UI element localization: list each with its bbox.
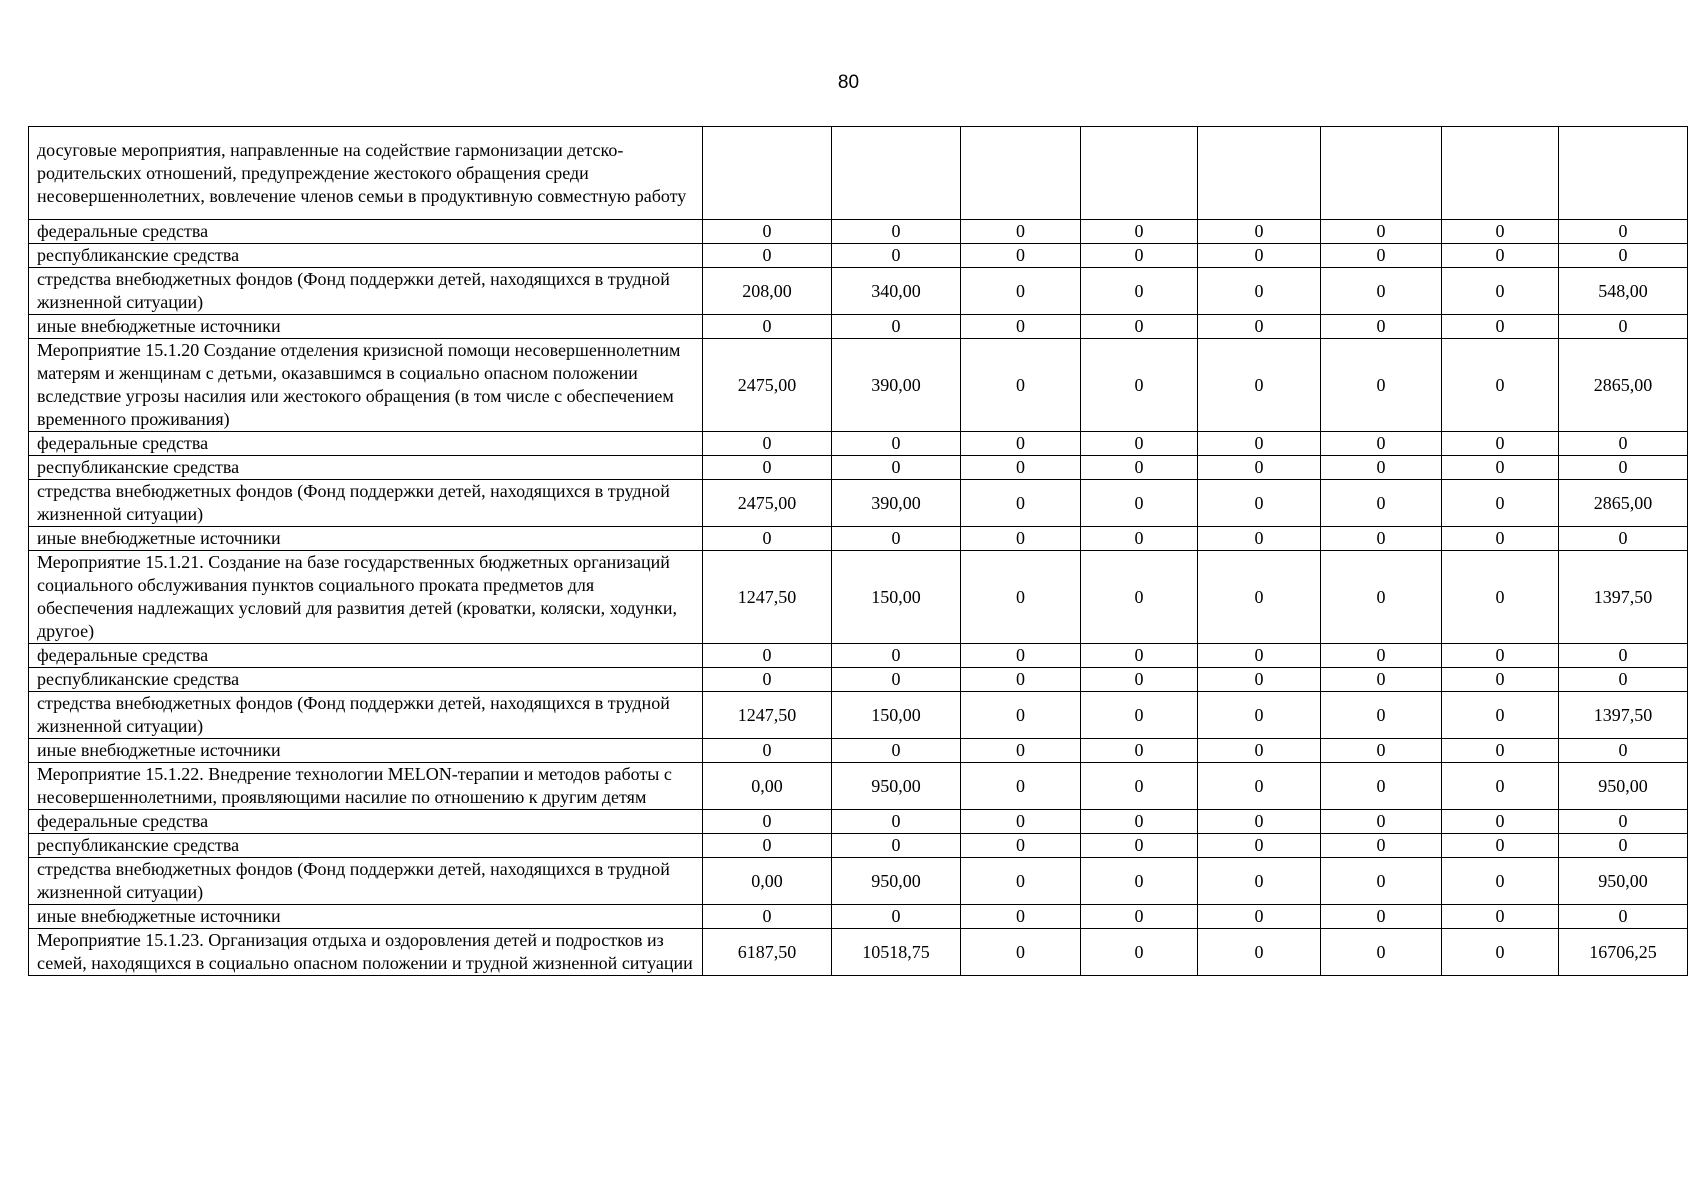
- budget-table-body: [29, 127, 1688, 976]
- table-row: [29, 739, 1688, 763]
- value-cell: 548,00: [1559, 268, 1688, 315]
- row-label: федеральные средства: [29, 644, 703, 668]
- value-cell: 0: [1198, 739, 1321, 763]
- value-cell: 0: [1198, 315, 1321, 339]
- value-cell: 0: [961, 315, 1081, 339]
- value-cell: 0: [1081, 432, 1198, 456]
- value-cell: 2865,00: [1559, 339, 1688, 432]
- value-cell: 0: [1559, 220, 1688, 244]
- value-cell: 0: [1559, 527, 1688, 551]
- value-cell: 0: [961, 220, 1081, 244]
- row-label: Мероприятие 15.1.21. Создание на базе государственных бюджетных организаций социального обслуживания пунктов социального проката предметов для обеспечения надлежащих условий для развития детей (кроватки, коляски, ходунки, другое): [29, 551, 703, 644]
- row-label: стредства внебюджетных фондов (Фонд поддержки детей, находящихся в трудной жизненной ситуации): [29, 858, 703, 905]
- value-cell: 1397,50: [1559, 692, 1688, 739]
- row-label: республиканские средства: [29, 244, 703, 268]
- table-row: [29, 834, 1688, 858]
- value-cell: 950,00: [1559, 763, 1688, 810]
- value-cell: 0: [1321, 315, 1442, 339]
- value-cell: [1442, 127, 1559, 220]
- value-cell: 0: [1442, 432, 1559, 456]
- value-cell: 390,00: [832, 339, 961, 432]
- value-cell: 0: [1198, 929, 1321, 976]
- value-cell: 0: [1081, 834, 1198, 858]
- row-label: федеральные средства: [29, 432, 703, 456]
- value-cell: 0: [703, 220, 832, 244]
- row-label: Мероприятие 15.1.22. Внедрение технологии MELON-терапии и методов работы с несовершеннолетними, проявляющими насилие по отношению к другим детям: [29, 763, 703, 810]
- value-cell: 0: [1321, 668, 1442, 692]
- value-cell: 0: [1442, 339, 1559, 432]
- value-cell: 0: [1081, 905, 1198, 929]
- value-cell: 0: [961, 692, 1081, 739]
- value-cell: 0: [703, 527, 832, 551]
- table-row: [29, 644, 1688, 668]
- row-label: стредства внебюджетных фондов (Фонд поддержки детей, находящихся в трудной жизненной ситуации): [29, 480, 703, 527]
- value-cell: 0: [832, 527, 961, 551]
- row-label: республиканские средства: [29, 456, 703, 480]
- value-cell: 0: [1321, 268, 1442, 315]
- value-cell: 0: [1442, 244, 1559, 268]
- value-cell: 0: [961, 739, 1081, 763]
- value-cell: 0: [961, 834, 1081, 858]
- value-cell: 0: [832, 315, 961, 339]
- row-label: республиканские средства: [29, 668, 703, 692]
- value-cell: 0: [961, 551, 1081, 644]
- value-cell: 0: [703, 810, 832, 834]
- value-cell: 0: [1321, 480, 1442, 527]
- value-cell: 0: [1321, 432, 1442, 456]
- table-row: [29, 810, 1688, 834]
- table-row: [29, 432, 1688, 456]
- value-cell: [703, 127, 832, 220]
- table-row: [29, 527, 1688, 551]
- table-row: [29, 127, 1688, 220]
- value-cell: 0: [1321, 739, 1442, 763]
- value-cell: 0: [1321, 644, 1442, 668]
- value-cell: 0: [1198, 763, 1321, 810]
- value-cell: 150,00: [832, 551, 961, 644]
- value-cell: 0: [1081, 763, 1198, 810]
- table-row: [29, 339, 1688, 432]
- value-cell: 0: [1442, 220, 1559, 244]
- table-row: [29, 763, 1688, 810]
- value-cell: 0: [1081, 315, 1198, 339]
- value-cell: 0: [1559, 834, 1688, 858]
- value-cell: 0: [1081, 527, 1198, 551]
- value-cell: 0: [961, 644, 1081, 668]
- table-row: [29, 929, 1688, 976]
- page-number: 80: [837, 72, 860, 93]
- value-cell: 0: [1442, 668, 1559, 692]
- value-cell: 0: [1442, 858, 1559, 905]
- value-cell: 0: [1198, 456, 1321, 480]
- value-cell: 390,00: [832, 480, 961, 527]
- value-cell: 0: [1442, 315, 1559, 339]
- value-cell: 0: [1442, 527, 1559, 551]
- value-cell: 0: [1081, 480, 1198, 527]
- value-cell: 0: [1198, 432, 1321, 456]
- value-cell: 0: [1081, 929, 1198, 976]
- value-cell: 2475,00: [703, 480, 832, 527]
- value-cell: 0: [703, 668, 832, 692]
- budget-table: [28, 126, 1688, 976]
- value-cell: 0,00: [703, 858, 832, 905]
- value-cell: 0,00: [703, 763, 832, 810]
- value-cell: 950,00: [1559, 858, 1688, 905]
- value-cell: 0: [832, 432, 961, 456]
- value-cell: 0: [1198, 244, 1321, 268]
- value-cell: [1198, 127, 1321, 220]
- table-row: [29, 668, 1688, 692]
- row-label: Мероприятие 15.1.23. Организация отдыха и оздоровления детей и подростков из семей, находящихся в социально опасном положении и трудной жизненной ситуации: [29, 929, 703, 976]
- value-cell: [832, 127, 961, 220]
- value-cell: 0: [1442, 834, 1559, 858]
- value-cell: 0: [1198, 480, 1321, 527]
- value-cell: 0: [1081, 339, 1198, 432]
- value-cell: 0: [1559, 644, 1688, 668]
- value-cell: 0: [1559, 668, 1688, 692]
- value-cell: 0: [961, 244, 1081, 268]
- value-cell: 1247,50: [703, 692, 832, 739]
- value-cell: 0: [961, 668, 1081, 692]
- value-cell: 0: [1321, 763, 1442, 810]
- value-cell: 0: [703, 456, 832, 480]
- row-label: республиканские средства: [29, 834, 703, 858]
- value-cell: 0: [1081, 456, 1198, 480]
- value-cell: 0: [961, 339, 1081, 432]
- value-cell: 0: [1321, 244, 1442, 268]
- value-cell: 0: [832, 644, 961, 668]
- value-cell: [1081, 127, 1198, 220]
- value-cell: 0: [1559, 432, 1688, 456]
- value-cell: 0: [1559, 739, 1688, 763]
- value-cell: 0: [703, 244, 832, 268]
- table-row: [29, 551, 1688, 644]
- value-cell: 0: [703, 315, 832, 339]
- table-row: [29, 220, 1688, 244]
- value-cell: 0: [703, 834, 832, 858]
- value-cell: 0: [703, 739, 832, 763]
- value-cell: 0: [961, 810, 1081, 834]
- value-cell: 0: [1198, 551, 1321, 644]
- value-cell: 0: [1321, 858, 1442, 905]
- value-cell: 0: [1321, 551, 1442, 644]
- table-row: [29, 268, 1688, 315]
- value-cell: 0: [1442, 739, 1559, 763]
- table-row: [29, 905, 1688, 929]
- value-cell: 0: [1442, 268, 1559, 315]
- value-cell: 208,00: [703, 268, 832, 315]
- row-label: федеральные средства: [29, 810, 703, 834]
- value-cell: 2865,00: [1559, 480, 1688, 527]
- value-cell: 0: [1198, 220, 1321, 244]
- value-cell: 0: [1442, 692, 1559, 739]
- value-cell: 0: [703, 432, 832, 456]
- value-cell: 0: [1559, 244, 1688, 268]
- value-cell: 0: [832, 244, 961, 268]
- value-cell: 0: [1198, 905, 1321, 929]
- value-cell: 0: [961, 858, 1081, 905]
- value-cell: 0: [1198, 527, 1321, 551]
- row-label: стредства внебюджетных фондов (Фонд поддержки детей, находящихся в трудной жизненной ситуации): [29, 692, 703, 739]
- value-cell: 0: [832, 834, 961, 858]
- value-cell: 1247,50: [703, 551, 832, 644]
- value-cell: 0: [703, 905, 832, 929]
- table-row: [29, 858, 1688, 905]
- value-cell: 1397,50: [1559, 551, 1688, 644]
- table-row: [29, 456, 1688, 480]
- value-cell: 0: [1198, 834, 1321, 858]
- value-cell: 0: [1442, 929, 1559, 976]
- value-cell: 0: [1198, 339, 1321, 432]
- value-cell: 0: [1442, 763, 1559, 810]
- value-cell: 0: [1081, 692, 1198, 739]
- value-cell: 0: [703, 644, 832, 668]
- row-label: досуговые мероприятия, направленные на содействие гармонизации детско-родительских отношений, предупреждение жестокого обращения среди несовершеннолетних, вовлечение членов семьи в продуктивную совместную работу: [29, 127, 703, 220]
- value-cell: 0: [1321, 527, 1442, 551]
- value-cell: [1321, 127, 1442, 220]
- value-cell: 6187,50: [703, 929, 832, 976]
- value-cell: 0: [1442, 480, 1559, 527]
- value-cell: 0: [1559, 315, 1688, 339]
- value-cell: [961, 127, 1081, 220]
- row-label: иные внебюджетные источники: [29, 527, 703, 551]
- value-cell: 950,00: [832, 763, 961, 810]
- value-cell: 0: [1442, 810, 1559, 834]
- value-cell: 0: [832, 810, 961, 834]
- value-cell: 0: [832, 456, 961, 480]
- value-cell: 0: [1321, 905, 1442, 929]
- value-cell: 0: [961, 268, 1081, 315]
- value-cell: 0: [1321, 929, 1442, 976]
- value-cell: 0: [1321, 834, 1442, 858]
- value-cell: 340,00: [832, 268, 961, 315]
- value-cell: 0: [1081, 551, 1198, 644]
- value-cell: 0: [1081, 739, 1198, 763]
- value-cell: 0: [1442, 905, 1559, 929]
- value-cell: 0: [832, 668, 961, 692]
- value-cell: 0: [961, 480, 1081, 527]
- table-row: [29, 315, 1688, 339]
- value-cell: 0: [1442, 456, 1559, 480]
- table-row: [29, 480, 1688, 527]
- row-label: иные внебюджетные источники: [29, 739, 703, 763]
- value-cell: 0: [832, 220, 961, 244]
- value-cell: 0: [1081, 244, 1198, 268]
- value-cell: 0: [832, 739, 961, 763]
- value-cell: 0: [832, 905, 961, 929]
- value-cell: 0: [1321, 339, 1442, 432]
- value-cell: 0: [961, 905, 1081, 929]
- value-cell: 0: [1081, 644, 1198, 668]
- value-cell: 10518,75: [832, 929, 961, 976]
- value-cell: 0: [1559, 905, 1688, 929]
- value-cell: [1559, 127, 1688, 220]
- value-cell: 0: [1559, 456, 1688, 480]
- value-cell: 0: [961, 527, 1081, 551]
- row-label: иные внебюджетные источники: [29, 315, 703, 339]
- value-cell: 0: [1442, 551, 1559, 644]
- table-row: [29, 244, 1688, 268]
- value-cell: 0: [1198, 810, 1321, 834]
- row-label: стредства внебюджетных фондов (Фонд поддержки детей, находящихся в трудной жизненной ситуации): [29, 268, 703, 315]
- value-cell: 0: [1198, 668, 1321, 692]
- value-cell: 0: [961, 456, 1081, 480]
- value-cell: 0: [1321, 692, 1442, 739]
- value-cell: 0: [1559, 810, 1688, 834]
- row-label: федеральные средства: [29, 220, 703, 244]
- table-row: [29, 692, 1688, 739]
- value-cell: 0: [1198, 692, 1321, 739]
- value-cell: 0: [1321, 220, 1442, 244]
- value-cell: 0: [961, 763, 1081, 810]
- value-cell: 0: [1081, 220, 1198, 244]
- value-cell: 0: [1198, 268, 1321, 315]
- value-cell: 0: [1198, 858, 1321, 905]
- row-label: Мероприятие 15.1.20 Создание отделения кризисной помощи несовершеннолетним матерям и женщинам с детьми, оказавшимся в социально опасном положении вследствие угрозы насилия или жестокого обращения (в том числе с обеспечением временного проживания): [29, 339, 703, 432]
- value-cell: 0: [1442, 644, 1559, 668]
- value-cell: 0: [1198, 644, 1321, 668]
- value-cell: 950,00: [832, 858, 961, 905]
- value-cell: 0: [1081, 668, 1198, 692]
- value-cell: 0: [961, 929, 1081, 976]
- value-cell: 0: [961, 432, 1081, 456]
- row-label: иные внебюджетные источники: [29, 905, 703, 929]
- value-cell: 2475,00: [703, 339, 832, 432]
- value-cell: 0: [1081, 810, 1198, 834]
- value-cell: 16706,25: [1559, 929, 1688, 976]
- value-cell: 0: [1321, 810, 1442, 834]
- value-cell: 0: [1321, 456, 1442, 480]
- value-cell: 0: [1081, 858, 1198, 905]
- value-cell: 150,00: [832, 692, 961, 739]
- value-cell: 0: [1081, 268, 1198, 315]
